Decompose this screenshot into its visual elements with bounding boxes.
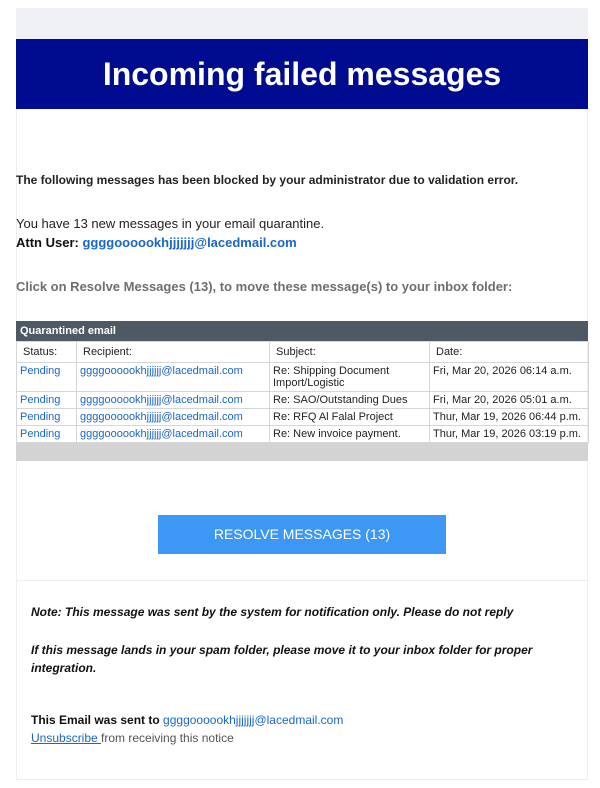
recipient-link[interactable]: ggggoooookhjjjjjj@lacedmail.com	[80, 428, 243, 440]
page-title: Incoming failed messages	[16, 39, 588, 109]
recipient-link[interactable]: ggggoooookhjjjjjj@lacedmail.com	[80, 394, 243, 406]
col-date: Date:	[430, 342, 589, 363]
recipient-link[interactable]: ggggoooookhjjjjjj@lacedmail.com	[80, 411, 243, 423]
table-row	[17, 409, 589, 426]
status-link[interactable]: Pending	[20, 394, 61, 406]
spam-note: If this message lands in your spam folder, please move it to your inbox folder for proper integration.	[31, 643, 533, 675]
row-date: Fri, Mar 20, 2026 06:14 a.m.	[430, 363, 589, 392]
attn-label: Attn User:	[16, 235, 79, 250]
table-footer-bar	[16, 443, 588, 461]
sent-to-label: This Email was sent to	[31, 713, 160, 727]
new-messages-text: You have 13 new messages in your email quarantine.	[16, 216, 325, 231]
row-subject: Re: Shipping Document Import/Logistic	[270, 363, 430, 392]
blocked-notice: The following messages has been blocked by your administrator due to validation error.	[16, 173, 519, 187]
sent-to-email[interactable]: ggggoooookhjjjjjjj@lacedmail.com	[163, 713, 344, 727]
table-title: Quarantined email	[16, 321, 588, 341]
unsubscribe-link[interactable]: Unsubscribe	[31, 731, 102, 745]
recipient-link[interactable]: ggggoooookhjjjjjj@lacedmail.com	[80, 365, 243, 377]
col-subject: Subject:	[270, 342, 430, 363]
table-row	[17, 363, 589, 392]
table-row	[17, 392, 589, 409]
row-subject: Re: RFQ Al Falal Project	[270, 409, 430, 426]
col-status: Status:	[17, 342, 77, 363]
top-bar	[16, 8, 588, 39]
status-link[interactable]: Pending	[20, 365, 61, 377]
unsubscribe-text: from receiving this notice	[101, 731, 234, 745]
row-recipient[interactable]	[77, 392, 270, 409]
row-subject: Re: New invoice payment.	[270, 426, 430, 443]
col-recipient: Recipient:	[77, 342, 270, 363]
click-instruction: Click on Resolve Messages (13), to move these message(s) to your inbox folder:	[16, 279, 513, 294]
attn-user-line	[16, 235, 297, 250]
row-subject: Re: SAO/Outstanding Dues	[270, 392, 430, 409]
row-status[interactable]	[17, 409, 77, 426]
table-row	[17, 426, 589, 443]
row-status[interactable]	[17, 392, 77, 409]
row-status[interactable]	[17, 363, 77, 392]
row-date: Fri, Mar 20, 2026 05:01 a.m.	[430, 392, 589, 409]
sent-to-line	[31, 713, 343, 727]
row-recipient[interactable]	[77, 363, 270, 392]
row-date: Thur, Mar 19, 2026 06:44 p.m.	[430, 409, 589, 426]
unsubscribe-line	[31, 731, 234, 745]
quarantine-table	[16, 321, 588, 461]
row-recipient[interactable]	[77, 409, 270, 426]
table-header-row	[17, 342, 589, 363]
row-status[interactable]	[17, 426, 77, 443]
status-link[interactable]: Pending	[20, 411, 61, 423]
attn-email[interactable]: ggggoooookhjjjjjjj@lacedmail.com	[82, 235, 297, 250]
row-date: Thur, Mar 19, 2026 03:19 p.m.	[430, 426, 589, 443]
quarantine-grid	[16, 341, 589, 443]
resolve-messages-button[interactable]: RESOLVE MESSAGES (13)	[158, 515, 446, 554]
footer-note: Note: This message was sent by the system for notification only. Please do not reply	[31, 605, 514, 619]
status-link[interactable]: Pending	[20, 428, 61, 440]
row-recipient[interactable]	[77, 426, 270, 443]
